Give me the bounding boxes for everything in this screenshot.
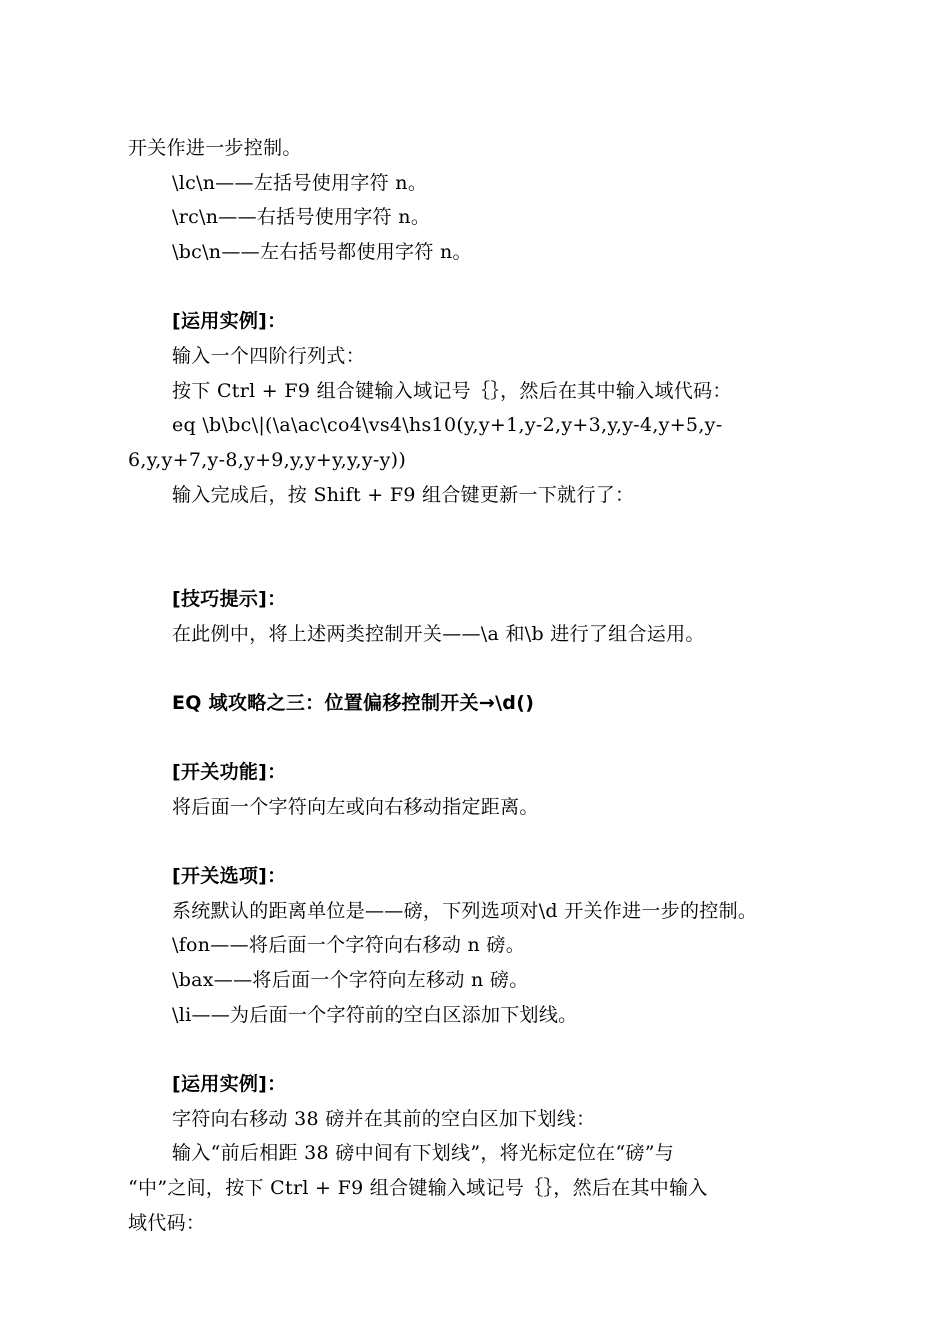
paragraph-line: 开关作进一步控制。 — [128, 137, 302, 159]
section-heading-example: [运用实例]： — [172, 310, 287, 332]
section-heading-options: [开关选项]： — [172, 865, 287, 887]
section-heading-tip: [技巧提示]： — [172, 588, 287, 610]
paragraph-line: “中”之间，按下 Ctrl + F9 组合键输入域记号｛｝，然后在其中输入 — [128, 1177, 708, 1199]
option-fo-line: \fon——将后面一个字符向右移动 n 磅。 — [172, 934, 526, 956]
paragraph-line: 在此例中，将上述两类控制开关——\a 和\b 进行了组合运用。 — [172, 623, 705, 645]
paragraph-line: 域代码： — [128, 1212, 206, 1234]
option-rc-line: \rc\n——右括号使用字符 n。 — [172, 206, 431, 228]
field-code-line: eq \b\bc\|(\a\ac\co4\vs4\hs10(y,y+1,y-2,y+3,y,y-4,y+5,y- — [172, 414, 723, 436]
paragraph-line: 字符向右移动 38 磅并在其前的空白区加下划线： — [172, 1108, 596, 1130]
paragraph-line: 输入一个四阶行列式： — [172, 345, 366, 367]
section-heading-function: [开关功能]： — [172, 761, 287, 783]
paragraph-line: 输入“前后相距 38 磅中间有下划线”，将光标定位在“磅”与 — [172, 1142, 675, 1164]
option-bc-line: \bc\n——左右括号都使用字符 n。 — [172, 241, 472, 263]
paragraph-line: 输入完成后，按 Shift + F9 组合键更新一下就行了： — [172, 484, 635, 506]
section-heading-example: [运用实例]： — [172, 1073, 287, 1095]
option-ba-line: \bax——将后面一个字符向左移动 n 磅。 — [172, 969, 529, 991]
chapter-heading: EQ 域攻略之三：位置偏移控制开关→\d() — [172, 692, 535, 714]
paragraph-line: 按下 Ctrl + F9 组合键输入域记号｛｝，然后在其中输入域代码： — [172, 380, 732, 402]
option-li-line: \li——为后面一个字符前的空白区添加下划线。 — [172, 1004, 578, 1026]
paragraph-line: 系统默认的距离单位是——磅，下列选项对\d 开关作进一步的控制。 — [172, 900, 758, 922]
option-lc-line: \lc\n——左括号使用字符 n。 — [172, 172, 428, 194]
field-code-line: 6,y,y+7,y-8,y+9,y,y+y,y,y-y)) — [128, 449, 407, 471]
paragraph-line: 将后面一个字符向左或向右移动指定距离。 — [172, 796, 539, 818]
